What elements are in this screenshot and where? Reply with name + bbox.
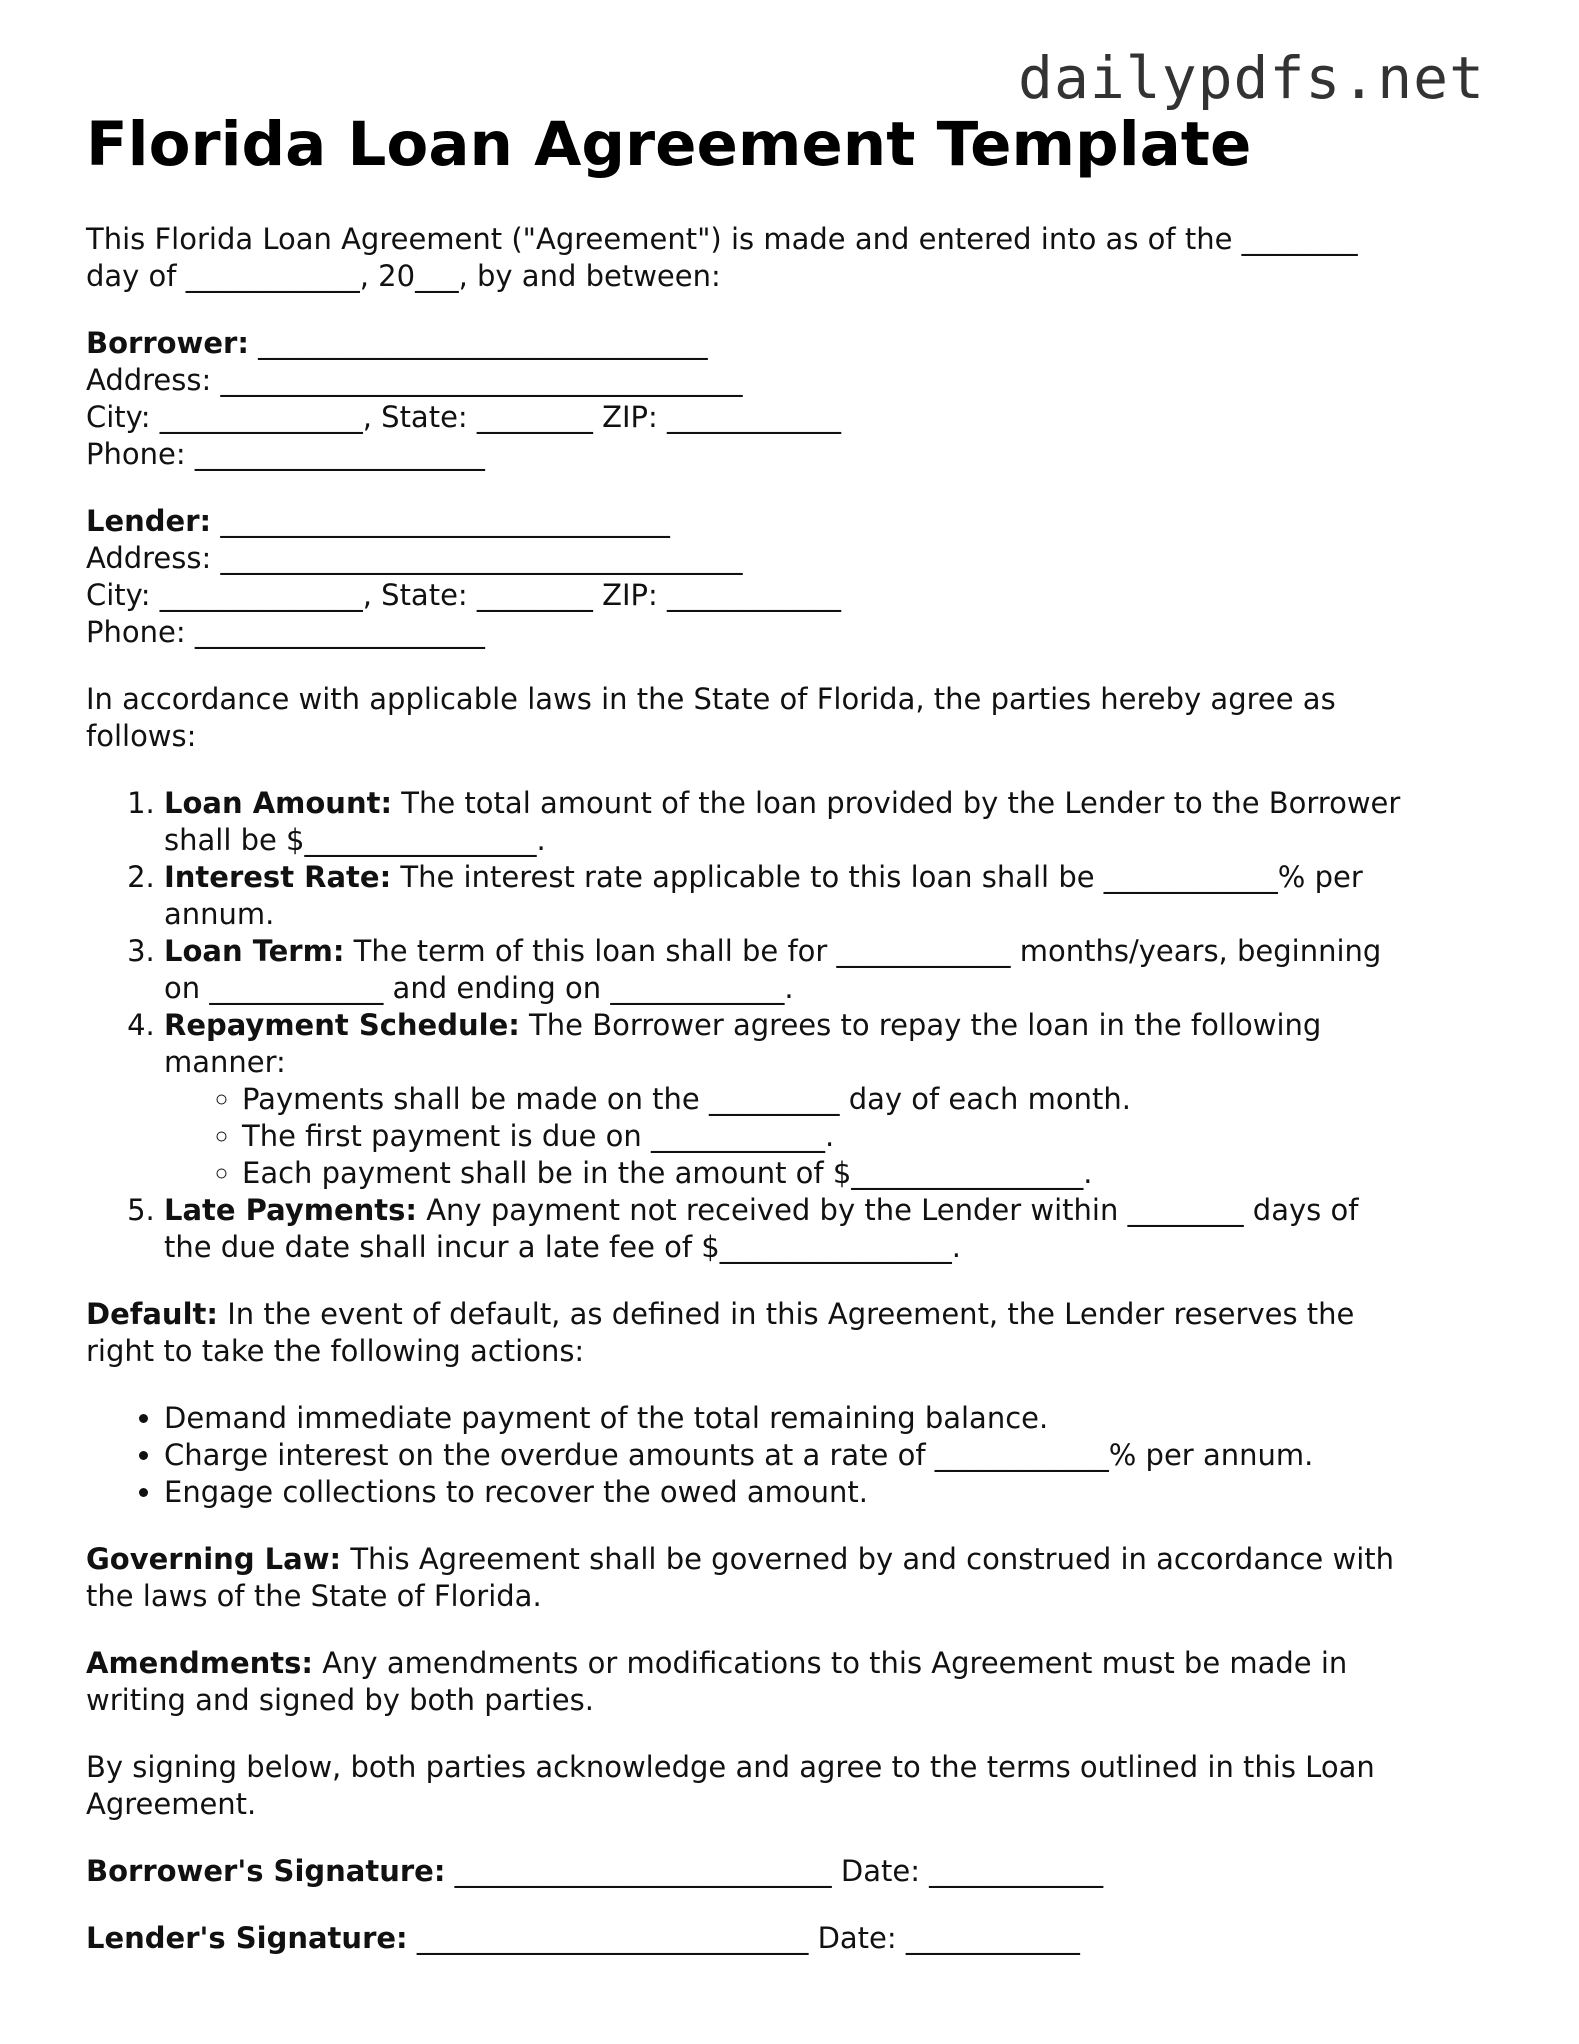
page-title: Florida Loan Agreement Template xyxy=(86,109,1252,180)
term-late-payments xyxy=(164,1192,1496,1266)
amendments-label: Amendments: xyxy=(86,1646,313,1681)
amendments-paragraph xyxy=(86,1645,1496,1719)
acknowledge-line-2: Agreement. xyxy=(86,1787,257,1822)
intro-line-2: day of ____________, 20___, by and between: xyxy=(86,259,721,294)
terms-list xyxy=(86,785,1496,1266)
default-actions-list xyxy=(86,1400,1496,1511)
lender-block xyxy=(86,503,1496,651)
term-text: The term of this loan shall be for ____________ months/years, beginning xyxy=(344,934,1382,969)
list-item: ◦ Payments shall be made on the _________ day of each month. xyxy=(242,1081,1496,1118)
term-text: annum. xyxy=(164,897,275,932)
borrower-address: Address: ____________________________________ xyxy=(86,363,743,398)
lender-name-blank: _______________________________ xyxy=(211,504,670,539)
borrower-signature-blank: __________________________ Date: ____________ xyxy=(445,1854,1104,1889)
term-text: the due date shall incur a late fee of $________________. xyxy=(164,1230,961,1265)
term-label: Interest Rate: xyxy=(164,860,392,895)
term-loan-amount xyxy=(164,785,1496,859)
amendments-line-1: Any amendments or modifications to this Agreement must be made in xyxy=(313,1646,1348,1681)
acknowledge-line-1: By signing below, both parties acknowledge and agree to the terms outlined in this Loan xyxy=(86,1750,1375,1785)
amendments-line-2: writing and signed by both parties. xyxy=(86,1683,594,1718)
borrower-name-blank: _______________________________ xyxy=(248,326,708,361)
term-text: The Borrower agrees to repay the loan in the following xyxy=(519,1008,1322,1043)
list-item: • Demand immediate payment of the total remaining balance. xyxy=(164,1400,1496,1437)
lender-phone: Phone: ____________________ xyxy=(86,615,485,650)
term-label: Loan Amount: xyxy=(164,786,393,821)
list-item: ◦ Each payment shall be in the amount of $________________. xyxy=(242,1155,1496,1192)
borrower-signature-line xyxy=(86,1853,1496,1890)
borrower-block xyxy=(86,325,1496,473)
governing-law-line-2: the laws of the State of Florida. xyxy=(86,1579,542,1614)
lender-label: Lender: xyxy=(86,504,212,539)
governing-law-line-1: This Agreement shall be governed by and construed in accordance with xyxy=(341,1542,1395,1577)
intro-paragraph xyxy=(86,221,1496,295)
document-page xyxy=(86,108,1496,1957)
list-item: ◦ The first payment is due on ____________. xyxy=(242,1118,1496,1155)
repayment-sublist xyxy=(164,1081,1496,1192)
term-label: Loan Term: xyxy=(164,934,345,969)
term-label: Late Payments: xyxy=(164,1193,417,1228)
lender-signature-label: Lender's Signature: xyxy=(86,1921,408,1956)
lender-signature-line xyxy=(86,1920,1496,1957)
default-paragraph xyxy=(86,1296,1496,1370)
term-loan-term xyxy=(164,933,1496,1007)
accordance-line-2: follows: xyxy=(86,719,197,754)
borrower-label: Borrower: xyxy=(86,326,249,361)
accordance-line-1: In accordance with applicable laws in the State of Florida, the parties hereby agree as xyxy=(86,682,1336,717)
term-text: Any payment not received by the Lender within ________ days of xyxy=(417,1193,1359,1228)
lender-city-state-zip: City: ______________, State: ________ ZIP: ____________ xyxy=(86,578,842,613)
term-text: manner: xyxy=(164,1045,286,1080)
list-item: • Charge interest on the overdue amounts at a rate of ____________% per annum. xyxy=(164,1437,1496,1474)
default-line-1: In the event of default, as defined in this Agreement, the Lender reserves the xyxy=(217,1297,1355,1332)
watermark: dailypdfs.net xyxy=(1018,44,1485,112)
governing-law-label: Governing Law: xyxy=(86,1542,342,1577)
default-line-2: right to take the following actions: xyxy=(86,1334,585,1369)
term-interest-rate xyxy=(164,859,1496,933)
lender-address: Address: ____________________________________ xyxy=(86,541,743,576)
borrower-phone: Phone: ____________________ xyxy=(86,437,485,472)
lender-signature-blank: ___________________________ Date: ____________ xyxy=(407,1921,1080,1956)
accordance-paragraph xyxy=(86,681,1496,755)
borrower-city-state-zip: City: ______________, State: ________ ZIP: ____________ xyxy=(86,400,842,435)
term-text: The total amount of the loan provided by the Lender to the Borrower xyxy=(392,786,1401,821)
term-text: The interest rate applicable to this loan shall be ____________% per xyxy=(391,860,1363,895)
borrower-signature-label: Borrower's Signature: xyxy=(86,1854,446,1889)
term-text: shall be $________________. xyxy=(164,823,546,858)
term-label: Repayment Schedule: xyxy=(164,1008,520,1043)
default-label: Default: xyxy=(86,1297,218,1332)
term-repayment-schedule xyxy=(164,1007,1496,1192)
acknowledge-paragraph xyxy=(86,1749,1496,1823)
list-item: • Engage collections to recover the owed amount. xyxy=(164,1474,1496,1511)
intro-line-1: This Florida Loan Agreement ("Agreement") is made and entered into as of the ________ xyxy=(86,222,1358,257)
governing-law-paragraph xyxy=(86,1541,1496,1615)
term-text: on ____________ and ending on ____________. xyxy=(164,971,794,1006)
